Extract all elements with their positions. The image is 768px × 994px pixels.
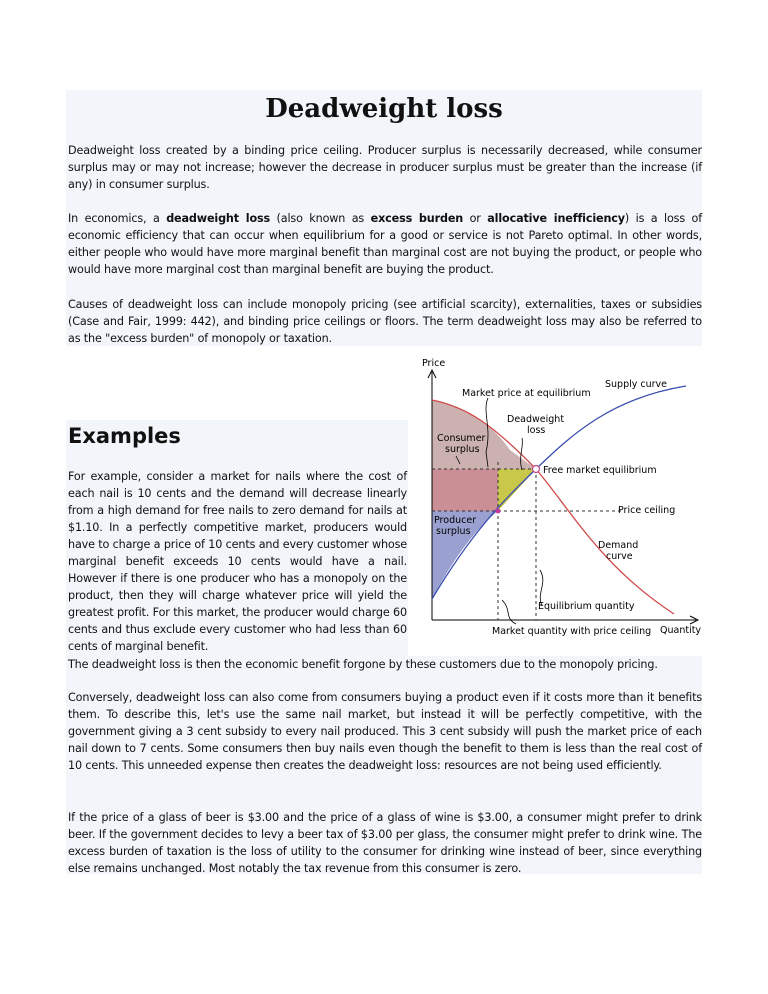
text: In economics, a <box>68 212 167 225</box>
producer-surplus-label-2: surplus <box>436 526 471 537</box>
examples-paragraph-1-tail: The deadweight loss is then the economic benefit forgone by these customers due to the monopoly pricing. <box>68 658 658 671</box>
consumer-surplus-label-2: surplus <box>445 444 480 455</box>
text: ) is a loss of economic efficiency that can occur when equilibrium for a good or service is not Pareto optimal. In other words, either people who would have more marginal benefit than marginal cost are not buying the product, or people who would have more marginal cost than marginal benefit are buying the product. <box>68 212 702 276</box>
definition-paragraph <box>68 210 702 278</box>
equilibrium-quantity-label: Equilibrium quantity <box>538 601 635 612</box>
term-excess-burden: excess burden <box>370 212 464 225</box>
term-allocative-inefficiency: allocative inefficiency <box>487 212 625 225</box>
examples-heading: Examples <box>68 424 181 448</box>
free-market-equilibrium-label: Free market equilibrium <box>543 465 657 476</box>
market-quantity-ceiling-label: Market quantity with price ceiling <box>492 626 652 637</box>
page-title: Deadweight loss <box>265 94 503 124</box>
price-axis-label: Price <box>422 358 446 369</box>
intro-paragraph: Deadweight loss created by a binding price ceiling. Producer surplus is necessarily decreased, while consumer surplus may or may not increase; however the decrease in producer surplus must be greater than the increase (if any) in consumer surplus. <box>68 144 702 191</box>
causes-paragraph: Causes of deadweight loss can include monopoly pricing (see artificial scarcity), externalities, taxes or subsidies (Case and Fair, 1999: 442), and binding price ceilings or floors. The term deadweight loss may also be referred to as the "excess burden" of monopoly or taxation. <box>68 298 702 345</box>
supply-curve-label: Supply curve <box>605 379 668 390</box>
term-deadweight-loss: deadweight loss <box>166 212 271 225</box>
demand-curve-label-1: Demand <box>598 540 639 551</box>
ceiling-point <box>496 509 501 514</box>
deadweight-label-1: Deadweight <box>507 414 565 425</box>
price-ceiling-label: Price ceiling <box>618 505 676 516</box>
examples-paragraph-1: For example, consider a market for nails where the cost of each nail is 10 cents and the demand will decrease linearly from a high demand for free nails to zero demand for nails at $1.10. In a perfectly competitive market, producers would have to charge a price of 10 cents and every customer whose marginal benefit exceeds 10 cents would have a nail. However if there is one producer who has a monopoly on the product, then they will charge whatever price will yield the greatest profit. For this market, the producer would charge 60 cents and thus exclude every customer who had less than 60 cents of marginal benefit. <box>68 470 407 653</box>
consumer-surplus-label-1: Consumer <box>437 433 486 444</box>
quantity-axis-label: Quantity <box>660 625 702 636</box>
examples-paragraph-2: Conversely, deadweight loss can also come from consumers buying a product even if it costs more than it benefits them. To describe this, let's use the same nail market, but instead it will be perfectly competitive, with the government giving a 3 cent subsidy to every nail produced. This 3 cent subsidy will push the market price of each nail down to 7 cents. Some consumers then buy nails even though the benefit to them is less than the real cost of 10 cents. This unneeded expense then creates the deadweight loss: resources are not being used efficiently. <box>68 691 702 772</box>
deadweight-loss-diagram <box>412 352 708 644</box>
text: or <box>463 212 488 225</box>
transferred-surplus-area <box>432 469 498 511</box>
deadweight-label-2: loss <box>527 425 546 436</box>
free-market-equilibrium-point <box>533 466 540 473</box>
text: (also known as <box>270 212 371 225</box>
examples-paragraph-3: If the price of a glass of beer is $3.00 and the price of a glass of wine is $3.00, a consumer might prefer to drink beer. If the government decides to levy a beer tax of $3.00 per glass, the consumer might prefer to drink wine. The excess burden of taxation is the loss of utility to the consumer for drinking wine instead of beer, since everything else remains unchanged. Most notably the tax revenue from this consumer is zero. <box>68 811 702 875</box>
market-price-label: Market price at equilibrium <box>462 388 591 399</box>
producer-surplus-label-1: Producer <box>434 515 477 526</box>
demand-curve-label-2: curve <box>606 551 633 562</box>
